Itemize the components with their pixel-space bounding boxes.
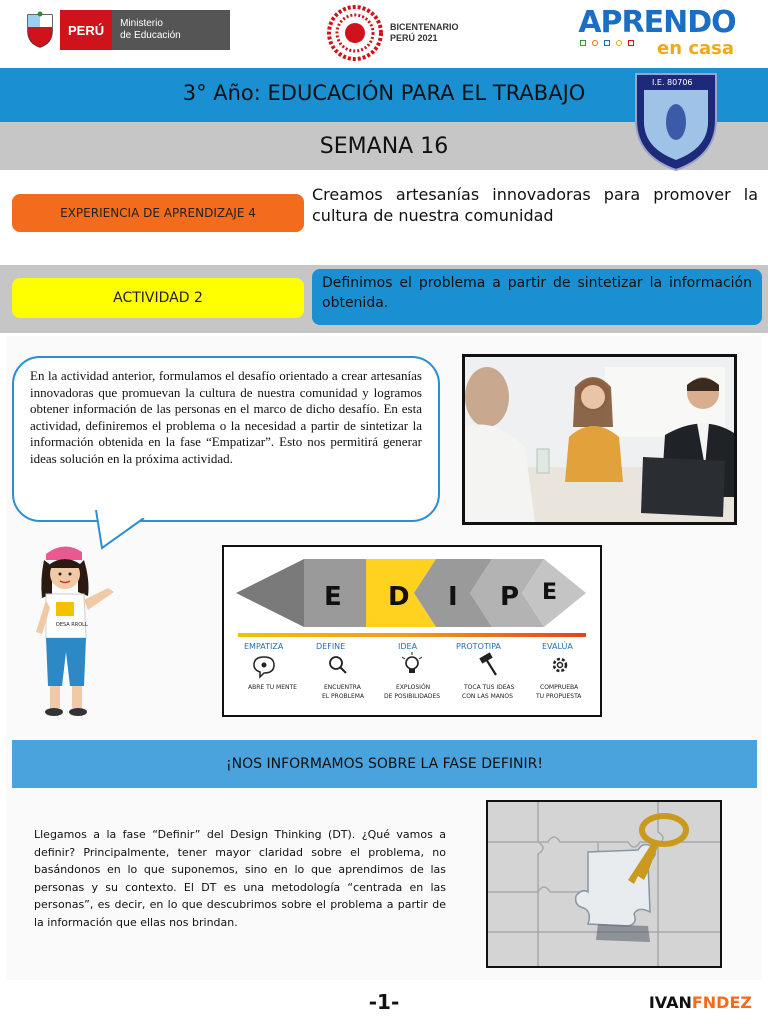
bicentenario-logo xyxy=(326,4,459,62)
caption-idea-2: DE POSIBILIDADES xyxy=(384,693,441,700)
caption-evalua-1: COMPRUEBA xyxy=(540,684,579,691)
ministry-line-2: de Educación xyxy=(120,30,181,41)
caption-prototipa-1: TOCA TUS IDEAS xyxy=(464,684,515,691)
phase-prototipa: PROTOTIPA xyxy=(456,642,501,651)
caption-define-1: ENCUENTRA xyxy=(324,684,361,691)
edipe-letter-i: I xyxy=(448,582,458,612)
bicentenario-emblem-icon xyxy=(326,4,384,62)
page-number: -1- xyxy=(368,990,400,1014)
experiencia-text: Creamos artesanías innovadoras para promover la cultura de nuestra comunidad xyxy=(312,185,758,225)
hammer-icon xyxy=(479,652,496,675)
actividad-box xyxy=(312,269,762,325)
ministry-line-1: Ministerio xyxy=(120,18,163,29)
intro-text: En la actividad anterior, formulamos el desafío orientado a crear artesanías innovadoras que promuevan la cultura de nuestra comunidad y logramos obtener información de las personas en el marco de dicho desafío. En esta actividad, definiremos el problema o la necesidad a partir de sintetizar la información obtenida en la fase “Empatizar”. Esto nos permitirá generar ideas solución en la próxima actividad. xyxy=(30,368,422,466)
phase-empatiza: EMPATIZA xyxy=(244,642,284,651)
school-shield-label: I.E. 80706 xyxy=(652,78,693,87)
author-part-2: FNDEZ xyxy=(691,993,752,1012)
bicentenario-line-2: PERÚ 2021 xyxy=(390,33,438,43)
caption-evalua-2: TU PROPUESTA xyxy=(536,693,582,700)
definir-text: Llegamos a la fase “Definir” del Design Thinking (DT). ¿Qué vamos a definir? Principalmente, tener mayor claridad sobre el problema, no basándonos en lo que suponemos, sino en lo que aprendimos de las personas y su contexto. El DT es una metodología “centrada en las personas”, es decir, en lo que descubrimos sobre el problema a partir de la información que ellas nos brindan. xyxy=(34,828,446,929)
section-title-bar xyxy=(12,740,757,788)
ministry-label xyxy=(112,10,230,50)
caption-define-2: EL PROBLEMA xyxy=(322,693,365,700)
phase-define: DEFINE xyxy=(316,642,346,651)
author-part-1: IVAN xyxy=(648,993,692,1012)
actividad-text: Definimos el problema a partir de sintetizar la información obtenida. xyxy=(322,275,752,311)
section-title: ¡NOS INFORMAMOS SOBRE LA FASE DEFINIR! xyxy=(226,756,543,772)
speech-bubble xyxy=(12,356,440,522)
shirt-text: DESA RROLL xyxy=(56,622,88,628)
edipe-letter-p: P xyxy=(500,582,520,612)
caption-empatiza: ABRE TU MENTE xyxy=(248,684,297,691)
chat-heart-icon xyxy=(254,657,274,677)
phase-idea: IDEA xyxy=(398,642,418,651)
puzzle-key-image xyxy=(488,802,720,966)
caption-idea-1: EXPLOSIÓN xyxy=(396,684,431,691)
meeting-photo xyxy=(462,354,737,525)
peru-label: PERÚ xyxy=(60,10,112,50)
edipe-letter-e: E xyxy=(324,582,342,612)
lightbulb-icon xyxy=(402,652,422,673)
peru-ministry-logo xyxy=(24,10,230,50)
actividad-label: ACTIVIDAD 2 xyxy=(12,278,304,318)
edipe-diagram xyxy=(222,545,602,717)
gear-icon xyxy=(554,659,566,671)
magnifier-icon xyxy=(330,657,346,673)
edipe-arrow-start xyxy=(236,559,304,627)
edipe-gradient-bar xyxy=(238,633,586,637)
girl-character-image xyxy=(28,540,124,718)
aprendo-title: APRENDO xyxy=(578,5,736,40)
week-title: SEMANA 16 xyxy=(319,134,449,159)
meeting-people-image xyxy=(465,357,734,522)
puzzle-key-photo xyxy=(486,800,722,968)
peru-coat-of-arms-icon xyxy=(24,11,56,49)
school-shield-icon xyxy=(630,70,722,172)
aprendo-en-casa-logo xyxy=(574,5,740,59)
experiencia-label: EXPERIENCIA DE APRENDIZAJE 4 xyxy=(12,194,304,232)
bicentenario-line-1: BICENTENARIO xyxy=(390,22,459,32)
bicentenario-label xyxy=(390,22,459,44)
caption-prototipa-2: CON LAS MANOS xyxy=(462,693,513,700)
author-signature xyxy=(649,993,752,1012)
edipe-process-diagram xyxy=(224,547,600,715)
page-title: 3° Año: EDUCACIÓN PARA EL TRABAJO xyxy=(182,81,586,105)
edipe-letter-e2: E xyxy=(542,580,558,605)
aprendo-subtitle: en casa xyxy=(657,38,734,59)
phase-evalua: EVALÚA xyxy=(542,642,573,651)
edipe-letter-d: D xyxy=(388,582,410,612)
page-header xyxy=(0,0,768,68)
